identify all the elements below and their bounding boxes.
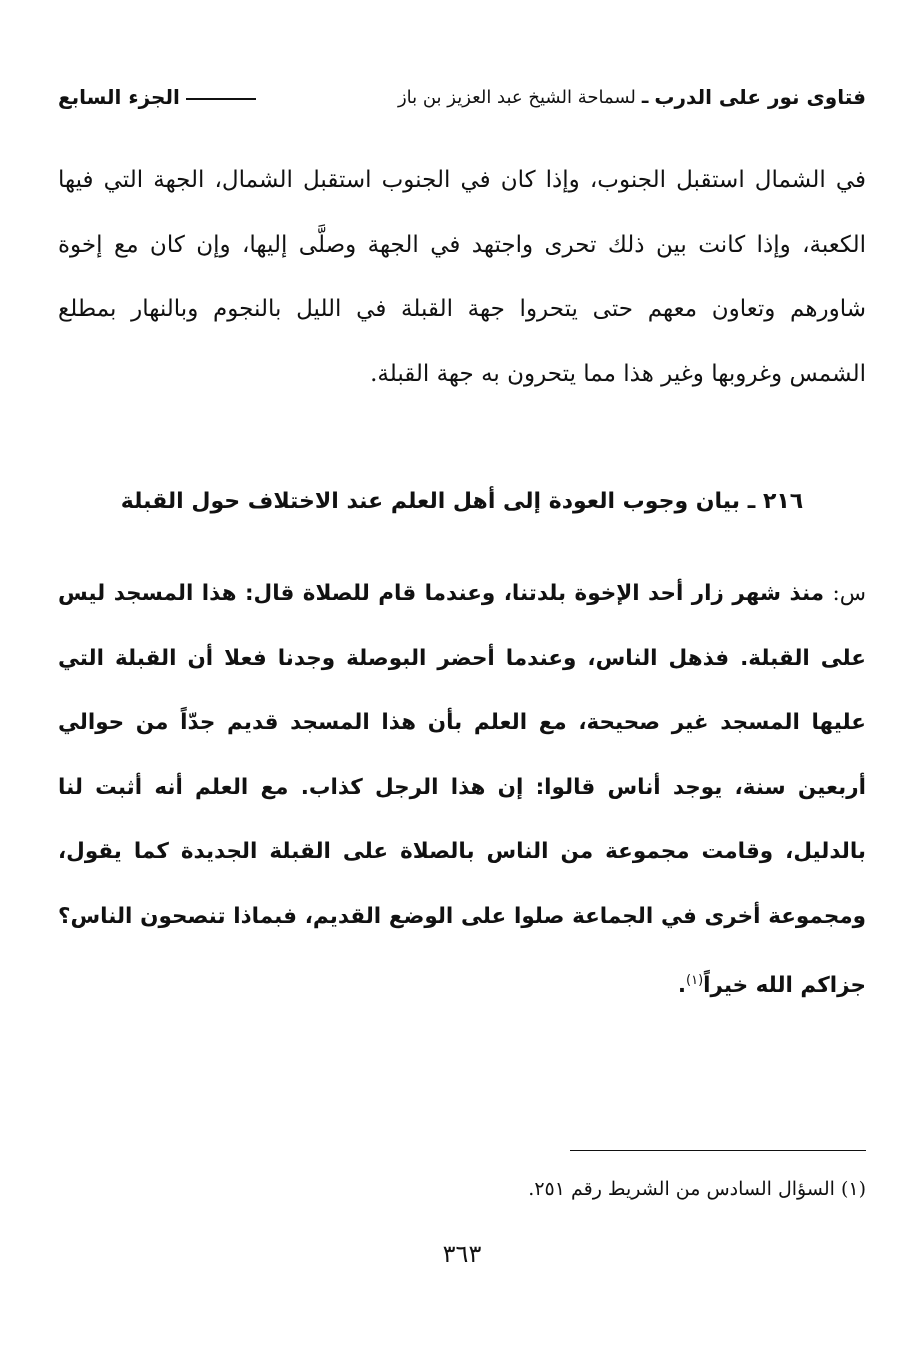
footnote — [58, 1174, 866, 1204]
question-text: منذ شهر زار أحد الإخوة بلدتنا، وعندما قام للصلاة قال: هذا المسجد ليس على القبلة. فذهل الناس، وعندما أحضر البوصلة وجدنا فعلا أن القبلة التي عليها المسجد غير صحيحة، مع العلم بأن هذا المسجد قديم جدّاً من حوالي أربعين سنة، يوجد أناس قالوا: إن هذا الرجل كذاب. مع العلم أنه أثبت لنا بالدليل، وقامت مجموعة من الناس بالصلاة على القبلة الجديدة كما يقول، ومجموعة أخرى في الجماعة صلوا على الوضع القديم، فبماذا تنصحون الناس؟ جزاكم الله خيراً — [58, 581, 866, 999]
section-heading — [58, 482, 866, 522]
section-number: ٢١٦ — [762, 489, 804, 514]
footnote-text: السؤال السادس من الشريط رقم ٢٥١. — [528, 1178, 835, 1200]
header-rule — [186, 98, 256, 100]
paragraph-continuation: في الشمال استقبل الجنوب، وإذا كان في الجنوب استقبل الشمال، الجهة التي فيها الكعبة، وإذا كانت بين ذلك تحرى واجتهد في الجهة وصلَّى إليها، وإن كان مع إخوة شاورهم وتعاون معهم حتى يتحروا جهة القبلة في الليل بالنجوم وبالنهار بمطلع الشمس وغروبها وغير هذا مما يتحرون به جهة القبلة. — [58, 167, 866, 387]
running-header — [58, 82, 866, 112]
section-title: بيان وجوب العودة إلى أهل العلم عند الاختلاف حول القبلة — [120, 489, 741, 514]
footnote-reference[interactable]: (١) — [686, 973, 704, 988]
header-volume-group — [58, 85, 262, 109]
section-dash: ـ — [747, 489, 756, 514]
header-title-group — [398, 85, 866, 109]
header-author: لسماحة الشيخ عبد العزيز بن باز — [397, 86, 636, 108]
footnote-divider — [570, 1150, 866, 1151]
header-book-title: فتاوى نور على الدرب — [654, 85, 866, 109]
footnote-marker: (١) — [840, 1178, 866, 1200]
header-separator: ـ — [641, 86, 649, 108]
question-label: س: — [832, 581, 866, 606]
question-paragraph — [58, 562, 866, 1019]
page-number: ٣٦٣ — [442, 1240, 482, 1268]
question-end-punct: . — [677, 973, 686, 999]
header-volume: الجزء السابع — [58, 85, 180, 109]
